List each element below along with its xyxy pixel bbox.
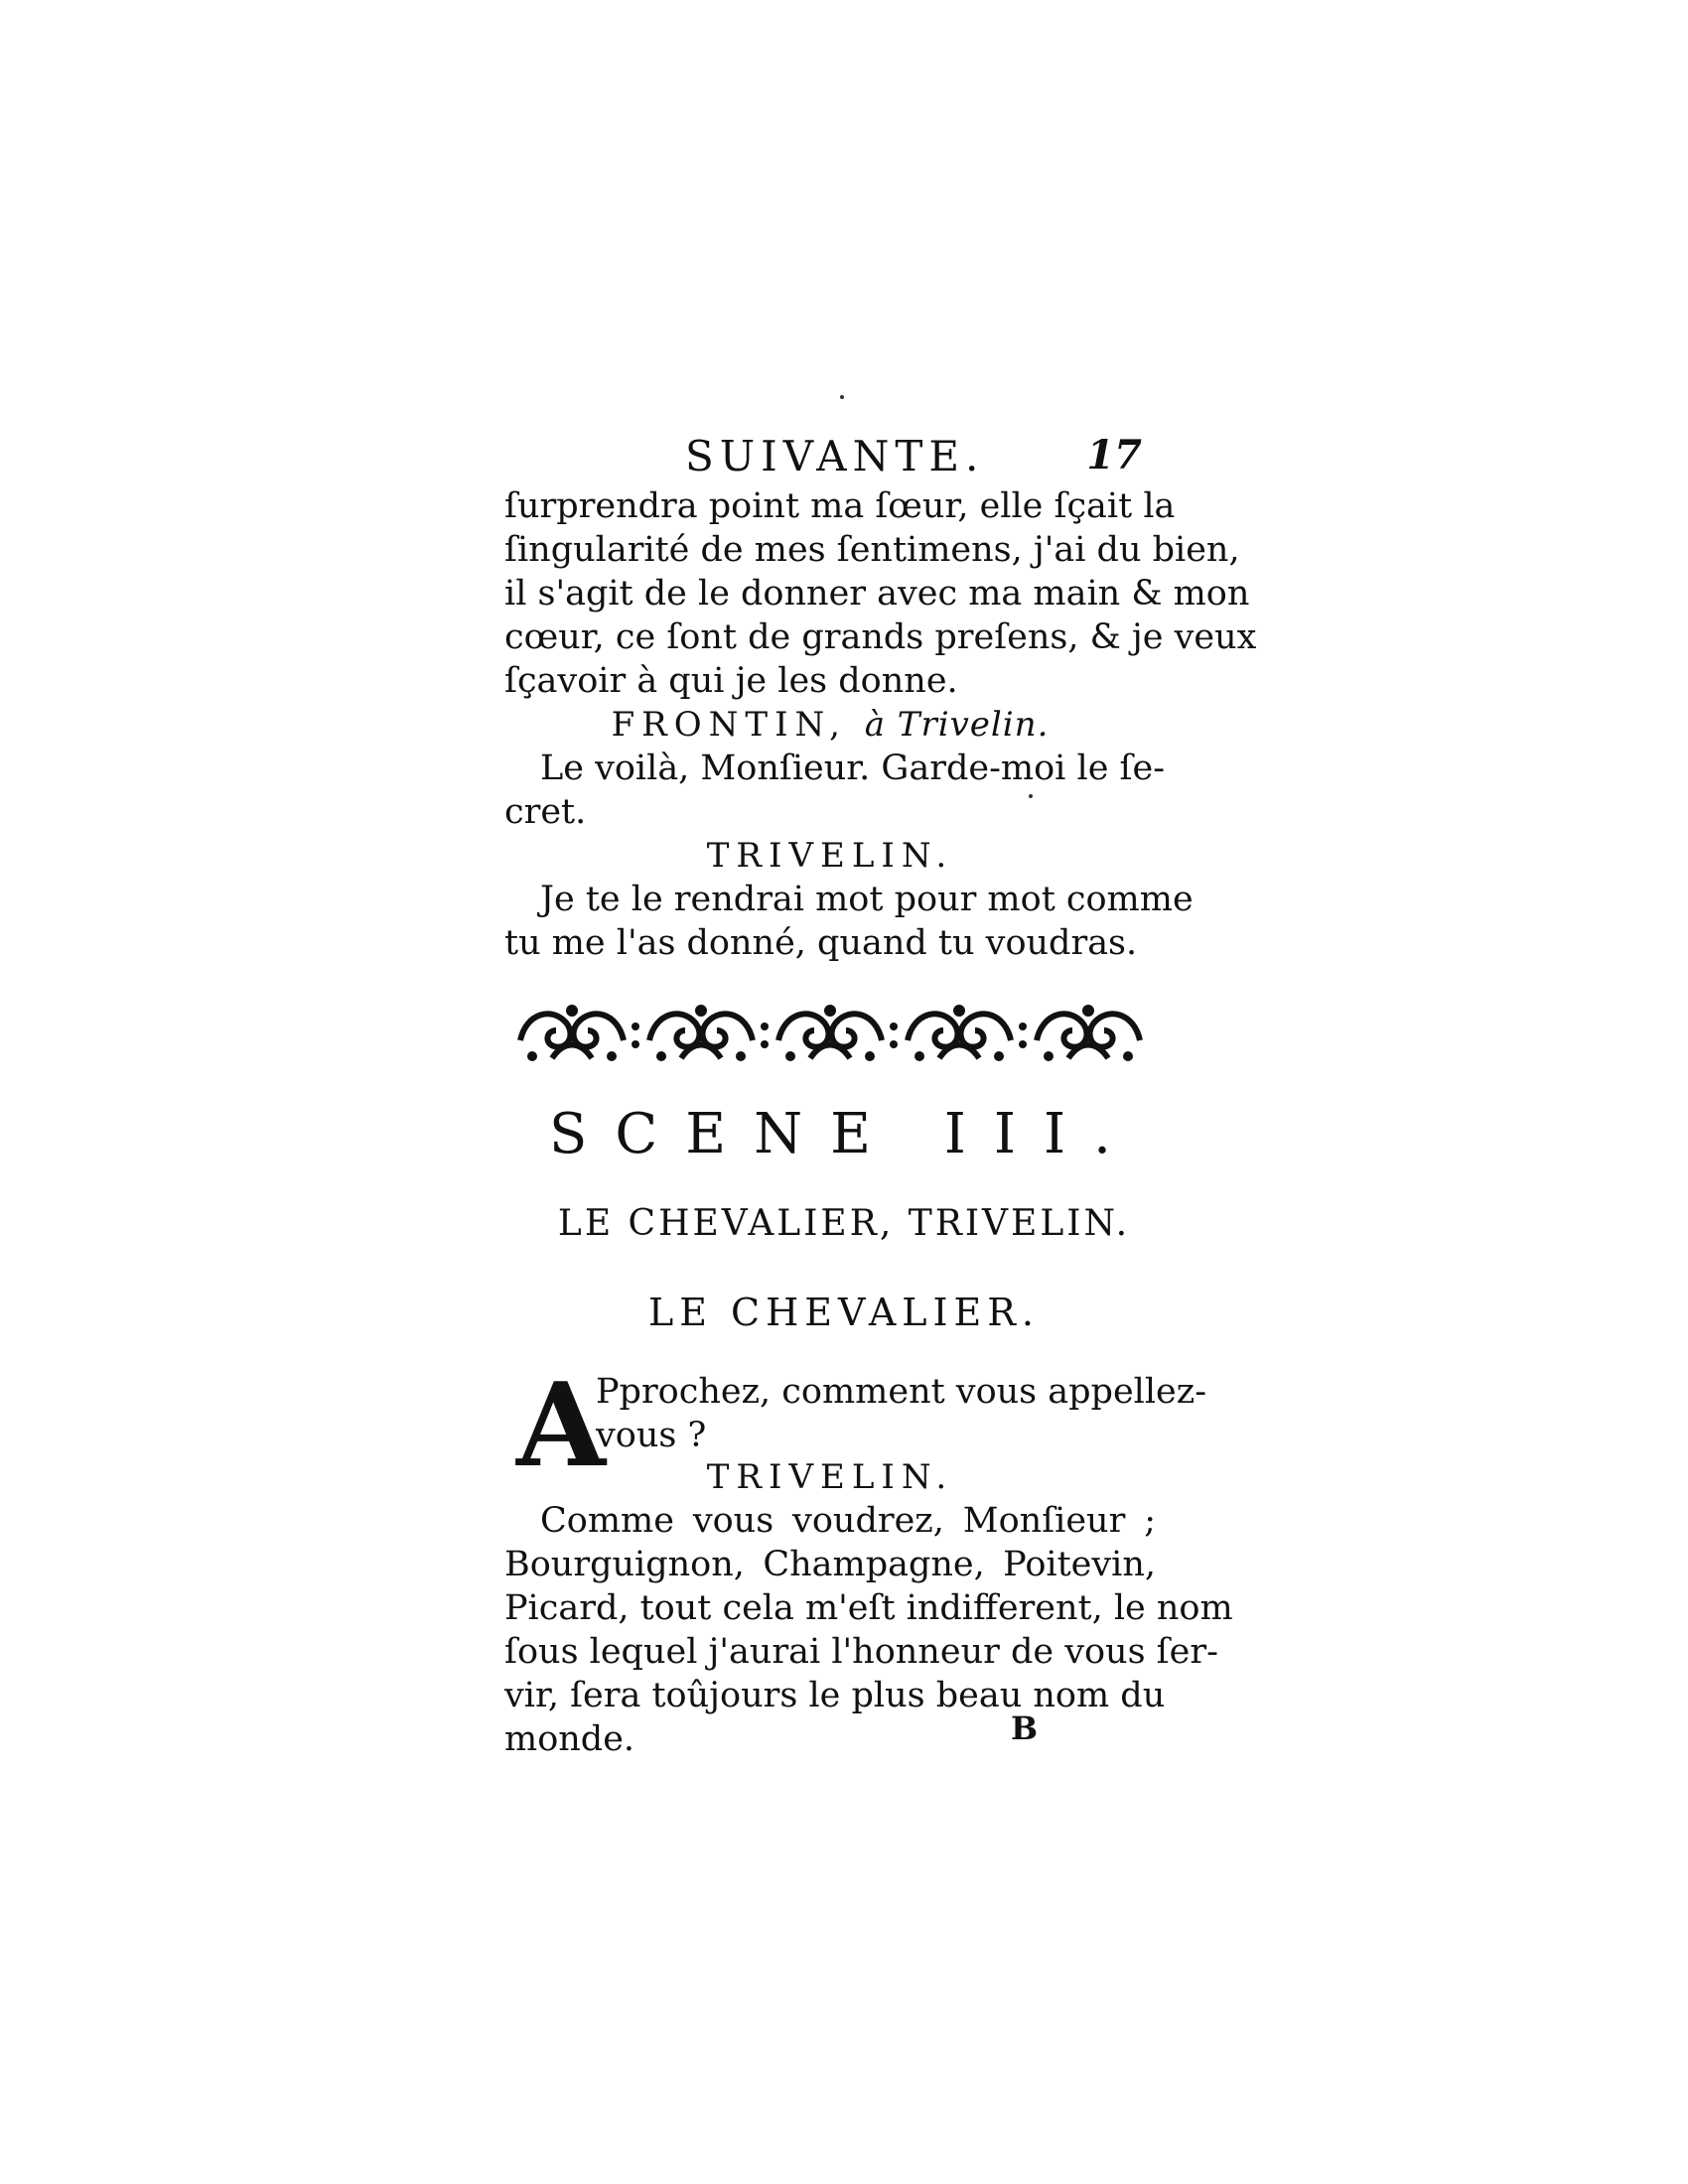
speaker-frontin — [504, 703, 1156, 747]
text-line: cret. — [504, 792, 587, 832]
ornamental-band — [508, 993, 1158, 1072]
text-line: Le voilà, Monſieur. Garde-moi le ſe- — [540, 749, 1166, 788]
text-line: ſous lequel j'aurai l'honneur de vous ſer- — [504, 1632, 1218, 1672]
text-line: Pprochez, comment vous appellez- — [596, 1372, 1207, 1412]
scene-title: SCENE III. — [549, 1102, 1139, 1166]
text-line: tu me l'as donné, quand tu voudras. — [504, 923, 1138, 963]
page-number: 17 — [1086, 432, 1142, 478]
speaker-chevalier: LE CHEVALIER. — [648, 1291, 1040, 1334]
text-line: Bourguignon, Champagne, Poitevin, — [504, 1545, 1156, 1584]
speaker-trivelin: TRIVELIN. — [706, 836, 954, 876]
speaker-name: FRONTIN, — [611, 705, 847, 745]
text-line: Je te le rendrai mot pour mot comme — [540, 880, 1194, 919]
text-line: vous ? — [596, 1416, 707, 1455]
drop-cap: A — [516, 1358, 607, 1493]
running-title: SUIVANTE. — [685, 432, 985, 480]
scene-characters: LE CHEVALIER, TRIVELIN. — [557, 1203, 1131, 1244]
text-line: il s'agit de le donner avec ma main & mon — [504, 574, 1250, 614]
text-line: ſingularité de mes ſentimens, j'ai du bien, — [504, 530, 1240, 570]
running-head — [685, 432, 1142, 491]
text-line: Comme vous voudrez, Monſieur ; — [540, 1501, 1156, 1541]
text-line: cœur, ce ſont de grands preſens, & je veux — [504, 617, 1257, 657]
speaker-trivelin: TRIVELIN. — [706, 1457, 954, 1497]
ink-speck — [840, 395, 844, 399]
text-line: vir, ſera toûjours le plus beau nom du — [504, 1676, 1166, 1715]
text-line: ſurprendra point ma ſœur, elle ſçait la — [504, 486, 1176, 526]
text-line: ſçavoir à qui je les donne. — [504, 661, 958, 701]
text-line: monde. — [504, 1719, 635, 1759]
text-line: Picard, tout cela m'eſt indifferent, le nom — [504, 1588, 1233, 1628]
signature-mark: B — [1011, 1709, 1039, 1747]
stage-direction: à Trivelin. — [864, 705, 1050, 745]
